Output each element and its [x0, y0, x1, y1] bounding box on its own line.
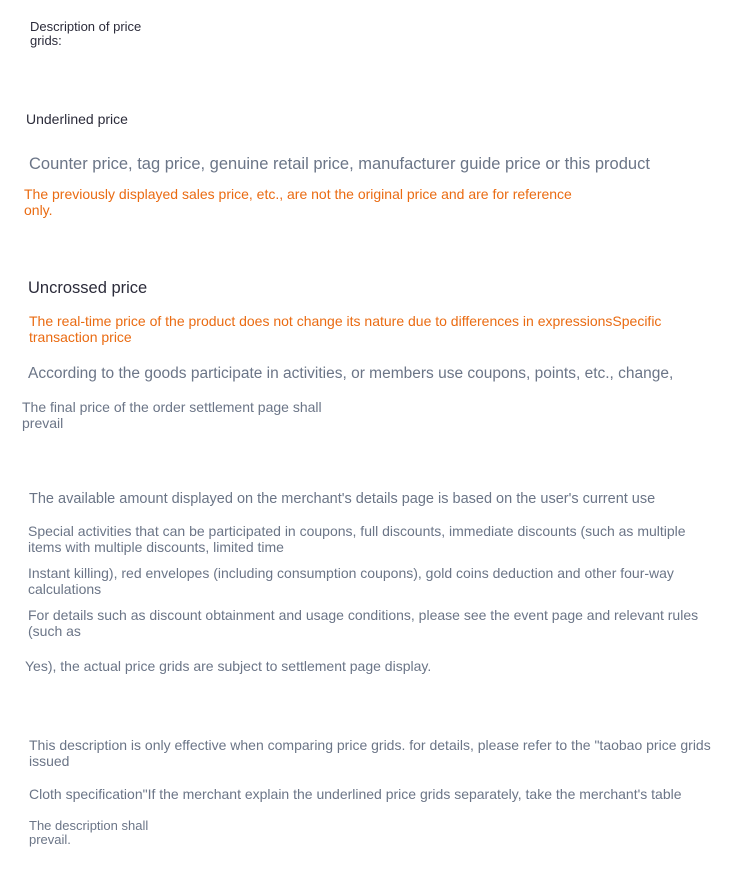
- footer-paragraph-2: Cloth specification"If the merchant explain the underlined price grids separately, take the merchant's table: [29, 786, 682, 802]
- uncrossed-price-definition: According to the goods participate in activities, or members use coupons, points, etc., change,: [28, 365, 674, 382]
- details-paragraph-2: Special activities that can be participated in coupons, full discounts, immediate discounts (such as multiple items with multiple discounts, limited time: [28, 523, 686, 555]
- footer-paragraph-3: The description shall prevail.: [29, 818, 149, 847]
- details-paragraph-3: Instant killing), red envelopes (including consumption coupons), gold coins deduction and other four-way calculations: [28, 565, 674, 597]
- underlined-price-note: The previously displayed sales price, etc., are not the original price and are for reference only.: [24, 186, 572, 218]
- details-paragraph-5: Yes), the actual price grids are subject to settlement page display.: [25, 658, 432, 674]
- footer-paragraph-1: This description is only effective when comparing price grids. for details, please refer to the "taobao price grids issued: [29, 737, 711, 769]
- price-grid-description-heading: Description of price grids:: [30, 19, 142, 48]
- underlined-price-definition: Counter price, tag price, genuine retail price, manufacturer guide price or this product: [29, 155, 650, 173]
- uncrossed-price-settlement: The final price of the order settlement page shall prevail: [22, 399, 322, 431]
- uncrossed-price-title: Uncrossed price: [28, 279, 148, 297]
- details-paragraph-4: For details such as discount obtainment and usage conditions, please see the event page and relevant rules (such as: [28, 607, 699, 639]
- details-paragraph-1: The available amount displayed on the merchant's details page is based on the user's current use: [29, 491, 656, 507]
- underlined-price-title: Underlined price: [26, 111, 128, 127]
- uncrossed-price-note: The real-time price of the product does not change its nature due to differences in expressionsSpecific transaction price: [29, 313, 662, 345]
